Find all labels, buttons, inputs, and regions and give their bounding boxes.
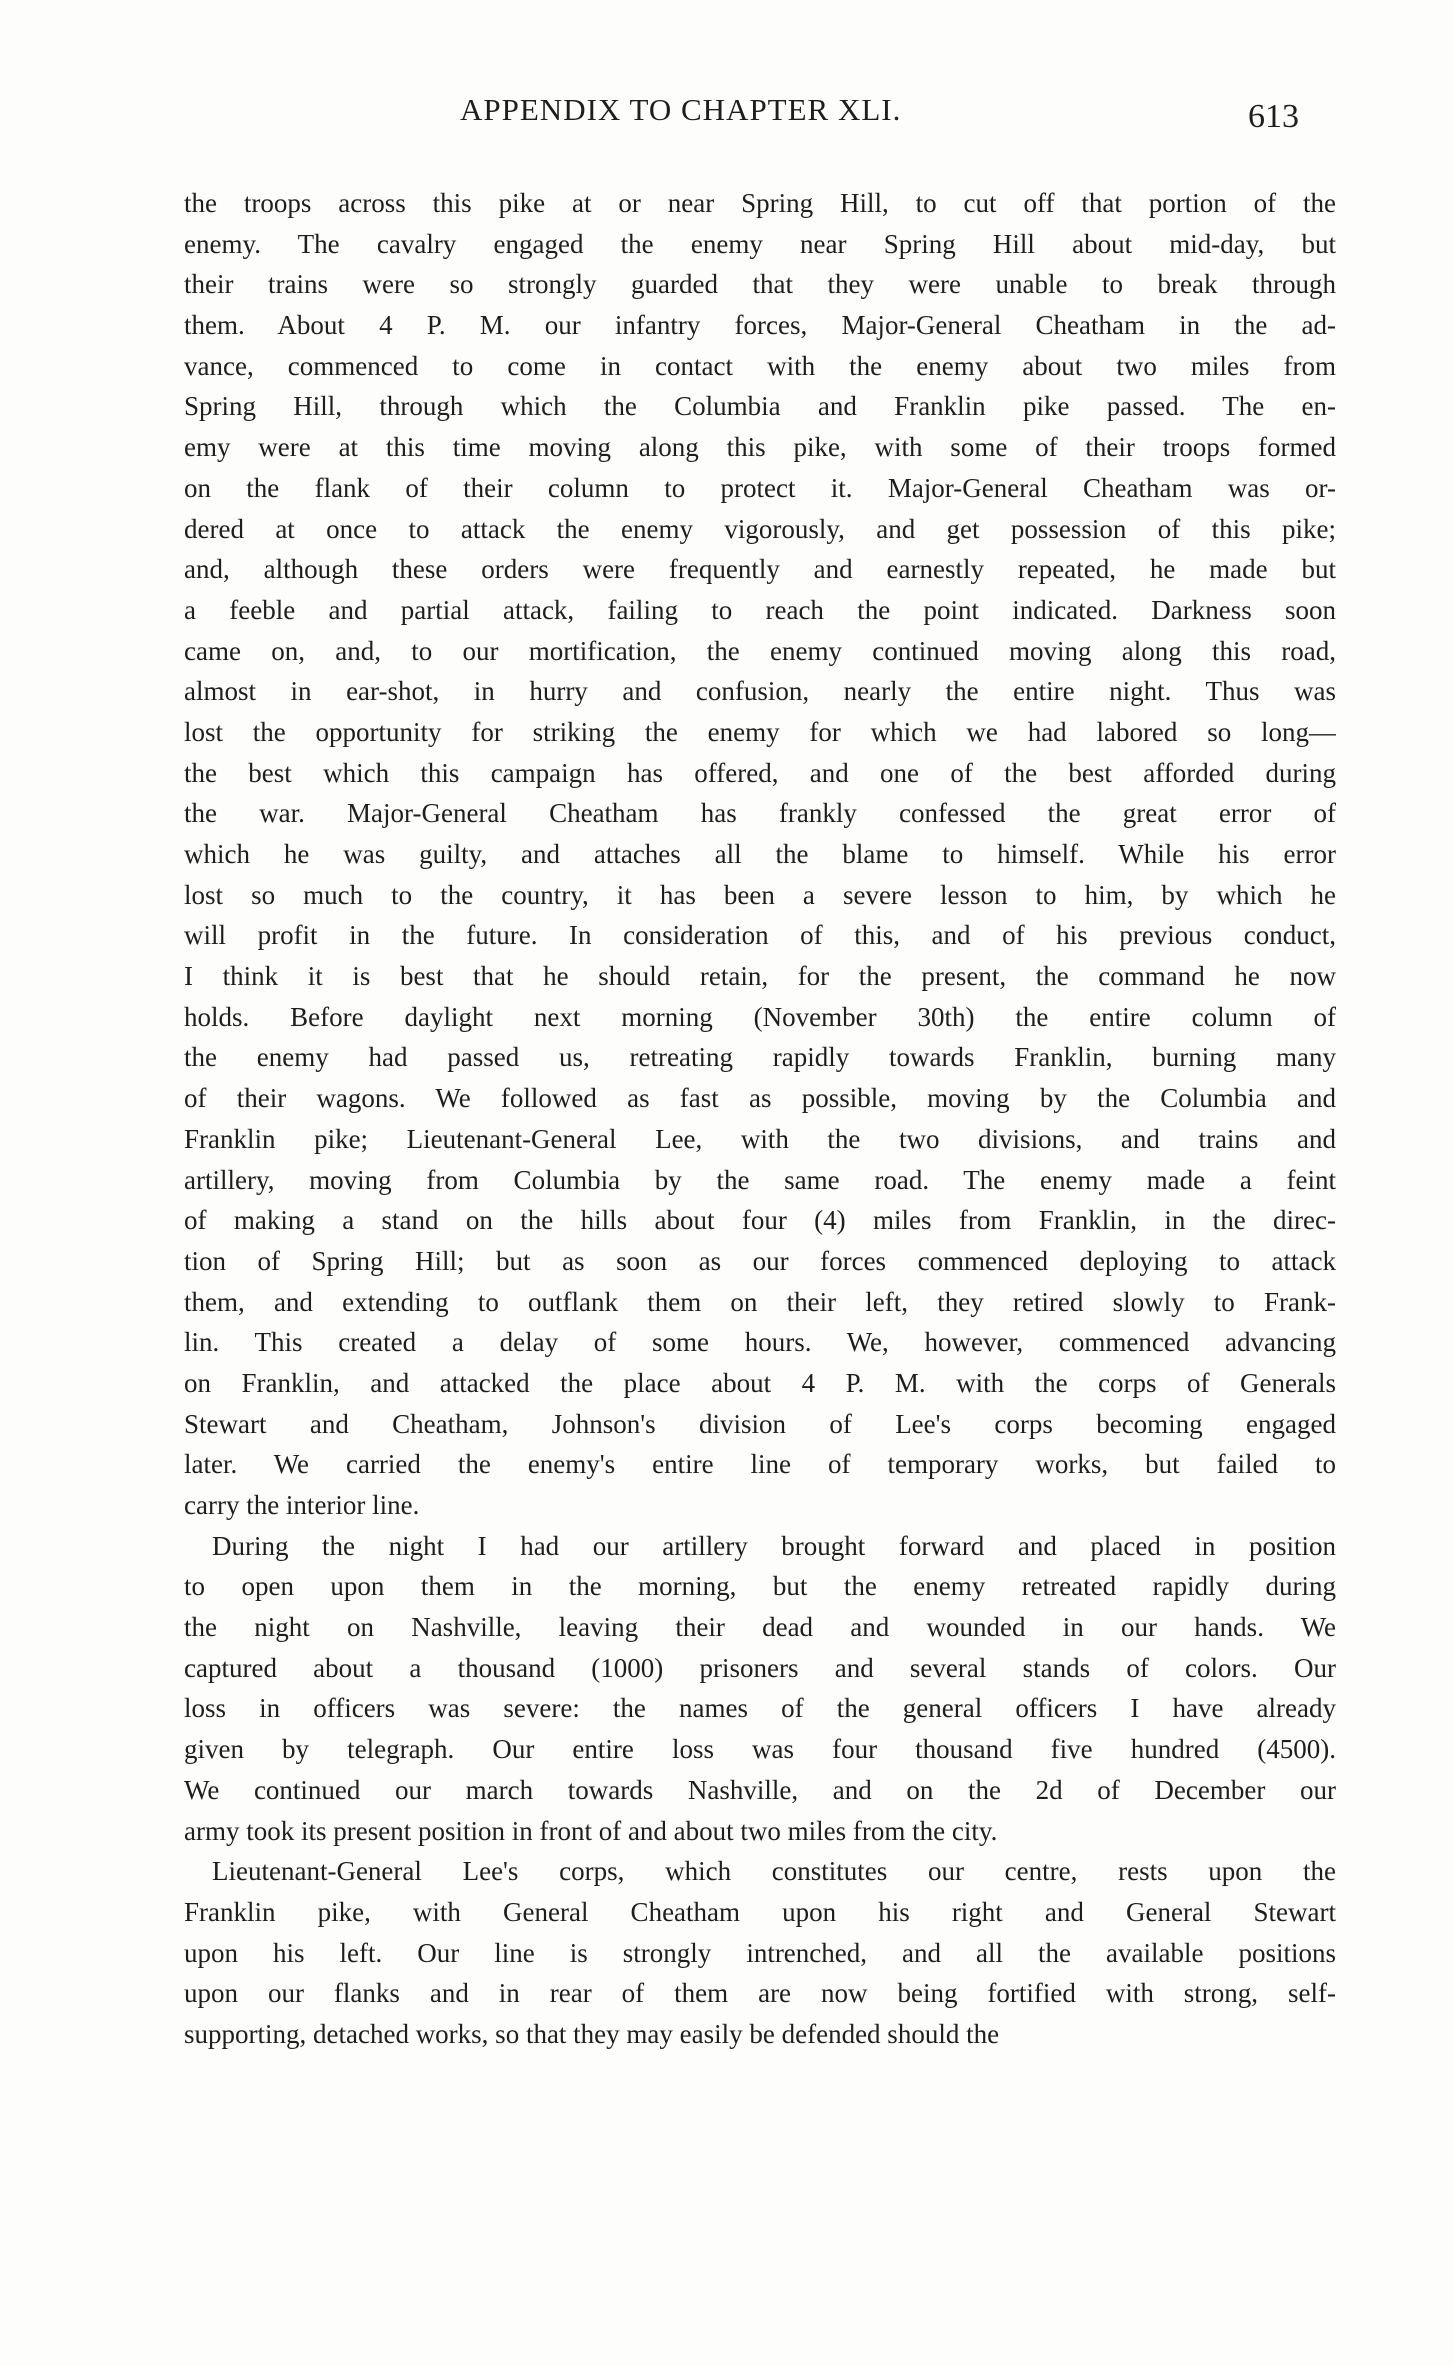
text-line: given by telegraph. Our entire loss was four thousand five hundred (4500). <box>184 1734 1336 1765</box>
text-line: During the night I had our artillery brought forward and placed in position <box>212 1530 1336 1561</box>
text-line: carry the interior line. <box>184 1490 420 1520</box>
text-line: Spring Hill, through which the Columbia and Franklin pike passed. The en- <box>184 391 1336 422</box>
text-line: lost the opportunity for striking the enemy for which we had labored so long— <box>184 716 1336 747</box>
text-line: I think it is best that he should retain, for the present, the command he now <box>184 961 1336 992</box>
text-line: a feeble and partial attack, failing to reach the point indicated. Darkness soon <box>184 594 1336 625</box>
text-line: enemy. The cavalry engaged the enemy near Spring Hill about mid-day, but <box>184 228 1336 259</box>
text-line: which he was guilty, and attaches all the blame to himself. While his error <box>184 839 1336 869</box>
text-line: army took its present position in front of and about two miles from the city. <box>184 1815 998 1846</box>
text-line: lost so much to the country, it has been a severe lesson to him, by which he <box>184 879 1336 910</box>
text-line: almost in ear-shot, in hurry and confusion, nearly the entire night. Thus was <box>184 676 1336 707</box>
text-line: the best which this campaign has offered, and one of the best afforded during <box>184 757 1336 788</box>
text-line: them. About 4 P. M. our infantry forces, Major-General Cheatham in the ad- <box>184 310 1336 341</box>
text-line: loss in officers was severe: the names of the general officers I have already <box>184 1693 1336 1724</box>
text-line: came on, and, to our mortification, the enemy continued moving along this road, <box>184 635 1336 666</box>
text-line: captured about a thousand (1000) prisoners and several stands of colors. Our <box>184 1652 1336 1683</box>
text-line: Franklin pike, with General Cheatham upon his right and General Stewart <box>184 1896 1336 1927</box>
text-line: We continued our march towards Nashville, and on the 2d of December our <box>184 1774 1336 1805</box>
text-line: dered at once to attack the enemy vigorously, and get possession of this pike; <box>184 513 1336 544</box>
text-line: to open upon them in the morning, but the enemy retreated rapidly during <box>184 1571 1336 1602</box>
text-line: tion of Spring Hill; but as soon as our forces commenced deploying to attack <box>184 1245 1336 1276</box>
text-line: upon our flanks and in rear of them are now being fortified with strong, self- <box>184 1978 1336 2009</box>
text-line: the night on Nashville, leaving their dead and wounded in our hands. We <box>184 1612 1336 1643</box>
text-line: them, and extending to outflank them on their left, they retired slowly to Frank- <box>184 1286 1336 1317</box>
text-line: upon his left. Our line is strongly intrenched, and all the available positions <box>184 1937 1336 1968</box>
text-line: artillery, moving from Columbia by the same road. The enemy made a feint <box>184 1164 1336 1195</box>
page-number: 613 <box>1248 98 1299 135</box>
text-line: vance, commenced to come in contact with the enemy about two miles from <box>184 350 1336 381</box>
text-line: supporting, detached works, so that they may easily be defended should the <box>184 2018 1000 2049</box>
text-line: the troops across this pike at or near Spring Hill, to cut off that portion of the <box>184 188 1336 218</box>
text-line: of making a stand on the hills about four (4) miles from Franklin, in the direc- <box>184 1205 1336 1236</box>
text-line: will profit in the future. In consideration of this, and of his previous conduct, <box>184 920 1336 951</box>
text-line: their trains were so strongly guarded that they were unable to break through <box>184 269 1336 300</box>
text-line: emy were at this time moving along this pike, with some of their troops formed <box>184 432 1336 463</box>
text-line: on the flank of their column to protect it. Major-General Cheatham was or- <box>184 472 1336 503</box>
text-line: holds. Before daylight next morning (November 30th) the entire column of <box>184 1001 1336 1032</box>
text-line: on Franklin, and attacked the place about 4 P. M. with the corps of Generals <box>184 1367 1336 1398</box>
body-text <box>184 183 1336 2055</box>
text-line: and, although these orders were frequently and earnestly repeated, he made but <box>184 554 1336 585</box>
text-line: Franklin pike; Lieutenant-General Lee, with the two divisions, and trains and <box>184 1123 1336 1154</box>
text-line: the war. Major-General Cheatham has frankly confessed the great error of <box>184 798 1336 829</box>
text-line: of their wagons. We followed as fast as possible, moving by the Columbia and <box>184 1083 1336 1114</box>
running-title: APPENDIX TO CHAPTER XLI. <box>460 92 902 127</box>
text-line: Lieutenant-General Lee's corps, which constitutes our centre, rests upon the <box>212 1856 1336 1887</box>
text-line: Stewart and Cheatham, Johnson's division of Lee's corps becoming engaged <box>184 1408 1336 1439</box>
text-line: later. We carried the enemy's entire line of temporary works, but failed to <box>184 1449 1336 1480</box>
running-head <box>0 92 1453 142</box>
text-line: the enemy had passed us, retreating rapidly towards Franklin, burning many <box>184 1042 1336 1073</box>
text-line: lin. This created a delay of some hours. We, however, commenced advancing <box>184 1327 1336 1358</box>
